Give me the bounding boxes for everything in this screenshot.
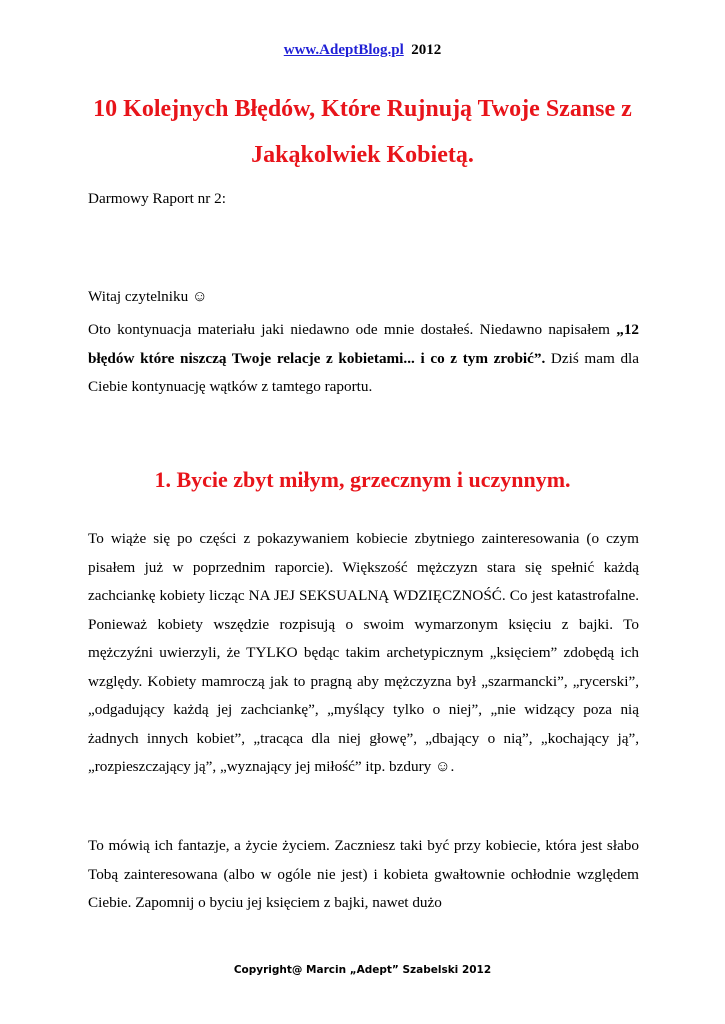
document-title: 10 Kolejnych Błędów, Które Rujnują Twoje Szanse z Jakąkolwiek Kobietą. (93, 96, 632, 168)
intro-text-end: Dziś mam dla Ciebie kontynuację wątków z tamtego raportu. (88, 349, 639, 395)
header-year: 2012 (411, 42, 442, 58)
intro-report-title: „12 błędów które niszczą Twoje relacje z kobietami... i co z tym zrobić”. (88, 321, 639, 367)
page-footer: Copyright@ Marcin „Adept” Szabelski 2012 (233, 964, 492, 976)
intro-paragraph (88, 316, 639, 402)
page-header (0, 42, 725, 59)
section-1-paragraph-2: To mówią ich fantazje, a życie życiem. Zaczniesz taki być przy kobiecie, która jest słabo Tobą zainteresowana (albo w ogóle nie jest) i kobieta gwałtownie ochłodnie względem Ciebie. Zapomnij o byciu jej księciem z bajki, nawet dużo (88, 837, 639, 911)
blog-link[interactable]: www.AdeptBlog.pl (283, 42, 404, 58)
greeting: Witaj czytelniku ☺ (88, 288, 208, 305)
intro-text-start: Oto kontynuacja materiału jaki niedawno ode mnie dostałeś. Niedawno napisałem (88, 321, 617, 338)
section-1-paragraph-1: To wiąże się po części z pokazywaniem kobiecie zbytniego zainteresowania (o czym pisałem już w poprzednim raporcie). Większość mężczyzn stara się spełnić każdą zachciankę kobiety licząc NA JEJ SEKSUALNĄ WDZIĘCZNOŚĆ. Co jest katastrofalne. Ponieważ kobiety wszędzie rozpisują o swoim wymarzonym księciu z bajki. To mężczyźni uwierzyli, że TYLKO będąc takim archetypicznym „księciem” zdobędą ich względy. Kobiety mamroczą jak to pragną aby mężczyzna był „szarmancki”, „rycerski”, „odgadujący każdą jej zachciankę”, „myślący tylko o niej”, „nie widzący poza nią żadnych innych kobiet”, „tracąca dla niej głowę”, „dbający o nią”, „kochający ją”, „rozpieszczający ją”, „wyznający jej miłość” itp. bzdury ☺. (88, 530, 639, 775)
section-1-heading: 1. Bycie zbyt miłym, grzecznym i uczynnym. (154, 467, 571, 492)
report-label: Darmowy Raport nr 2: (88, 190, 226, 207)
